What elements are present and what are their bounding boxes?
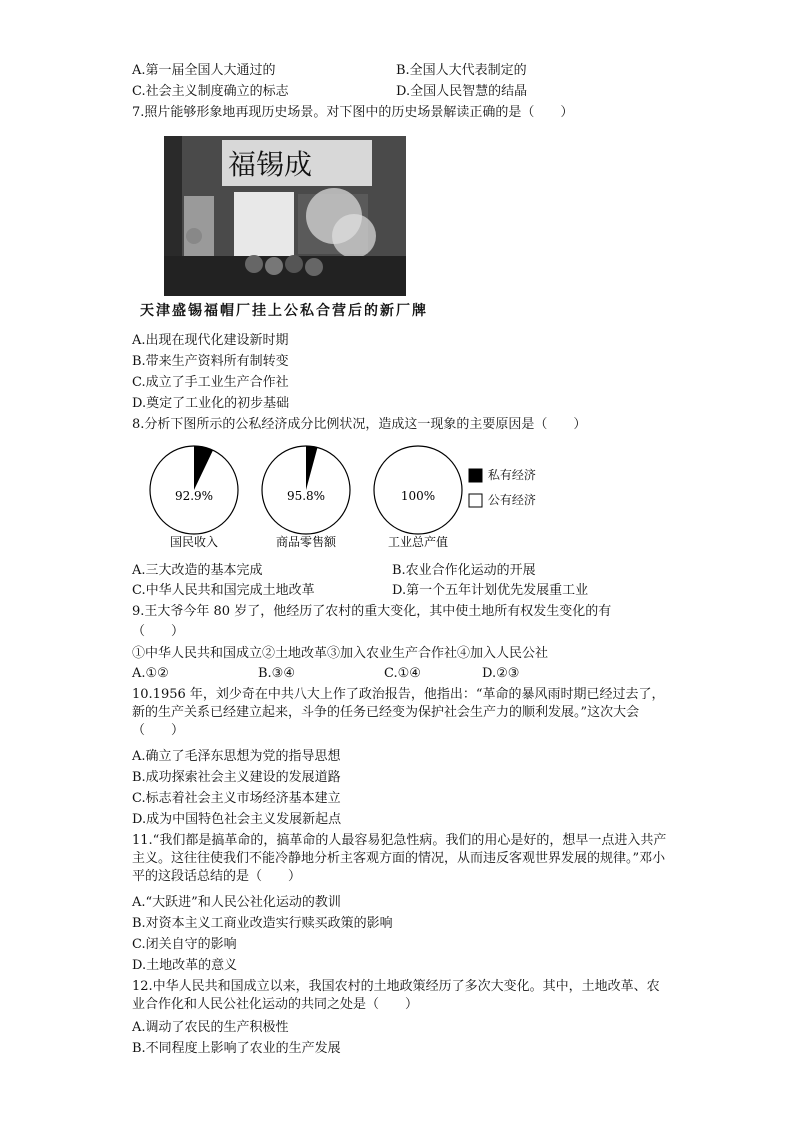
factory-photo-illustration [164,136,406,296]
q11-option-a: A.“大跃进”和人民公社化运动的教训 [132,895,341,910]
legend-private-swatch [468,468,484,484]
q7-option-c: C.成立了手工业生产合作社 [132,375,289,390]
q9-stem: 9.王大爷今年 80 岁了，他经历了农村的重大变化，其中使土地所有权发生变化的有 [132,604,612,619]
q12-option-b: B.不同程度上影响了农业的生产发展 [132,1041,341,1056]
photo-sign-text: 福锡成 [228,148,313,181]
q10-option-a: A.确立了毛泽东思想为党的指导思想 [132,749,341,764]
q9-paren: （ ） [132,624,185,639]
legend-public [468,491,536,509]
q6-option-b: B.全国人大代表制定的 [396,63,527,78]
q10-stem: 10.1956 年，刘少奇在中共八大上作了政治报告，他指出：“革命的暴风雨时期已经过去了，新的生产关系已经建立起来，斗争的任务已经变为保护社会生产力的顺利发展。”这次大会（ ） [132,687,665,738]
photo-caption: 天津盛锡福帽厂挂上公私合营后的新厂牌 [140,303,428,319]
q8-option-b: B.农业合作化运动的开展 [392,563,536,578]
legend-public-swatch [468,493,484,509]
q8-stem: 8.分析下图所示的公私经济成分比例状况，造成这一现象的主要原因是（ ） [132,417,587,432]
q11-option-b: B.对资本主义工商业改造实行赎买政策的影响 [132,916,393,931]
q9-option-c: C.①④ [384,666,421,681]
q7-option-b: B.带来生产资料所有制转变 [132,354,289,369]
q11-option-c: C.闭关自守的影响 [132,937,237,952]
q8-option-a: A.三大改造的基本完成 [132,563,263,578]
pie-3-value-label: 100% [400,489,436,503]
q9-items: ①中华人民共和国成立②土地改革③加入农业生产合作社④加入人民公社 [132,646,549,661]
q12-option-a: A.调动了农民的生产积极性 [132,1020,289,1035]
q9-option-d: D.②③ [482,666,520,681]
q7-stem: 7.照片能够形象地再现历史场景。对下图中的历史场景解读正确的是（ ） [132,105,574,120]
legend-public-label: 公有经济 [487,493,536,507]
factory-photo [164,136,406,296]
legend-private [468,466,536,484]
pie-1-category-label: 国民收入 [169,535,219,549]
q10-option-d: D.成为中国特色社会主义发展新起点 [132,812,342,827]
q8-option-c: C.中华人民共和国完成土地改革 [132,583,315,598]
q6-option-a: A.第一届全国人大通过的 [132,63,276,78]
pie-2-category-label: 商品零售额 [275,535,337,549]
q8-option-d: D.第一个五年计划优先发展重工业 [392,583,589,598]
q7-option-a: A.出现在现代化建设新时期 [132,333,289,348]
q6-option-c: C.社会主义制度确立的标志 [132,84,289,99]
pie-2-value-label: 95.8% [286,489,326,503]
q10-option-c: C.标志着社会主义市场经济基本建立 [132,791,341,806]
q7-option-d: D.奠定了工业化的初步基础 [132,396,290,411]
legend-private-label: 私有经济 [487,468,536,482]
q11-option-d: D.土地改革的意义 [132,958,238,973]
q11-stem: 11.“我们都是搞革命的，搞革命的人最容易犯急性病。我们的用心是好的，想早一点进入共产主义。这往往使我们不能冷静地分析主客观方面的情况，从而违反客观世界发展的规律。”邓小平的这段话总结的是（ ） [132,833,667,884]
q9-option-a: A.①② [132,666,169,681]
pie-1-value-label: 92.9% [174,489,214,503]
q9-option-b: B.③④ [258,666,295,681]
q10-option-b: B.成功探索社会主义建设的发展道路 [132,770,341,785]
q6-option-d: D.全国人民智慧的结晶 [396,84,528,99]
pie-3-category-label: 工业总产值 [387,535,449,549]
q12-stem: 12.中华人民共和国成立以来，我国农村的土地政策经历了多次大变化。其中，土地改革、农业合作化和人民公社化运动的共同之处是（ ） [132,979,660,1012]
